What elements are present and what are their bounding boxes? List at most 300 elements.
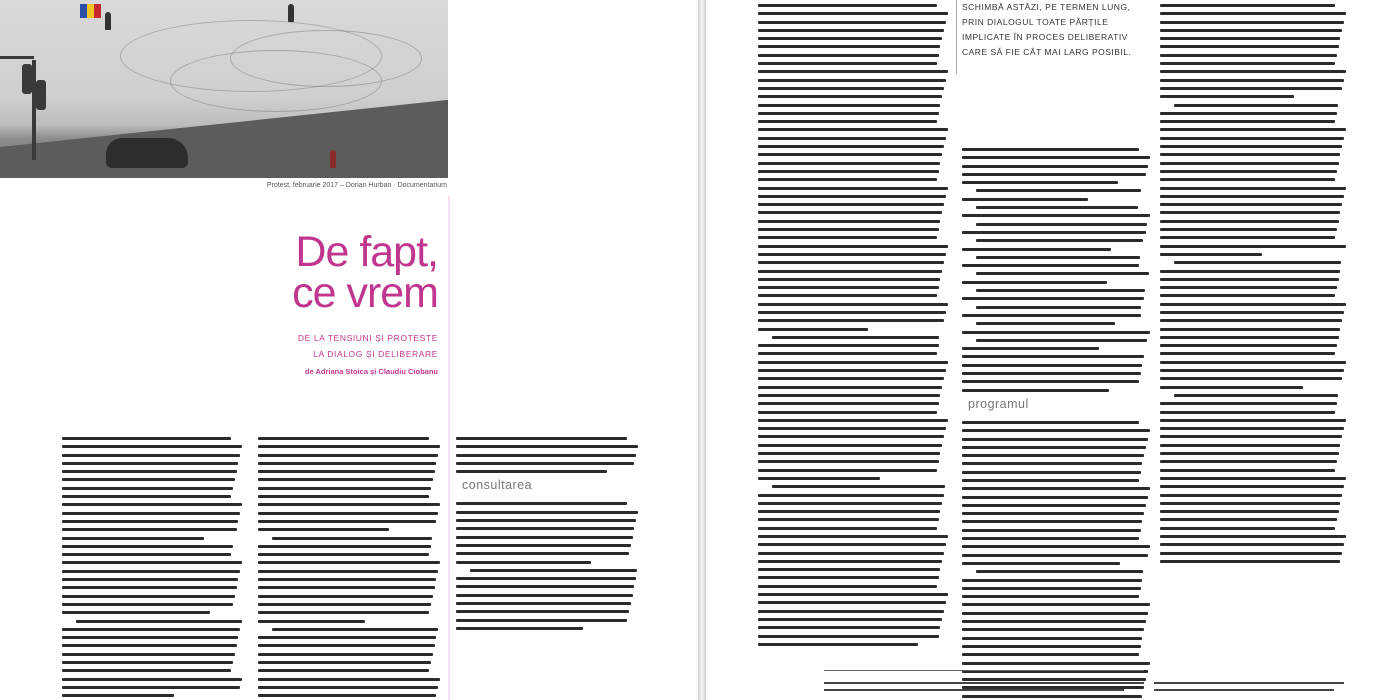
text-line (758, 444, 942, 447)
text-line (62, 669, 231, 672)
article-photo (0, 0, 448, 178)
text-line (62, 553, 231, 556)
text-line (962, 364, 1142, 367)
photo-caption: Protest, februarie 2017 – Dorian Hurban · Documentarium (266, 182, 447, 189)
text-line (758, 120, 937, 123)
text-line (758, 452, 940, 455)
text-line (258, 437, 429, 440)
text-line (758, 4, 937, 7)
text-line (758, 402, 939, 405)
text-column (1160, 4, 1346, 568)
text-line (1160, 477, 1346, 480)
text-line (258, 669, 429, 672)
text-line (1160, 228, 1337, 231)
text-line (258, 470, 435, 473)
section-heading: programul (968, 396, 1029, 411)
text-line (1160, 510, 1339, 513)
text-line (758, 377, 944, 380)
footnote-text (1154, 682, 1344, 684)
text-line (456, 445, 638, 448)
text-line (758, 361, 948, 364)
subtitle-line: DE LA TENSIUNI ȘI PROTESTE (297, 333, 438, 343)
text-line (976, 272, 1149, 275)
text-line (758, 518, 939, 521)
text-line (962, 181, 1118, 184)
text-line (758, 195, 946, 198)
text-line (456, 511, 638, 514)
text-line (456, 519, 636, 522)
text-line (258, 454, 438, 457)
text-line (1160, 294, 1335, 297)
text-line (962, 662, 1150, 665)
text-line (1160, 12, 1346, 15)
text-line (456, 454, 636, 457)
text-line (1160, 70, 1346, 73)
text-line (62, 561, 242, 564)
person (330, 150, 336, 168)
text-line (962, 173, 1146, 176)
right-page (706, 0, 1400, 700)
text-line (962, 529, 1141, 532)
article-subtitle (298, 330, 438, 362)
text-line (1160, 178, 1335, 181)
text-line (62, 503, 242, 506)
text-line (258, 503, 440, 506)
footnote-text (824, 689, 1124, 691)
text-line (456, 610, 629, 613)
text-line (758, 369, 946, 372)
text-line (62, 570, 240, 573)
text-line (62, 653, 235, 656)
text-line (758, 261, 944, 264)
text-line (758, 228, 939, 231)
text-line (1160, 187, 1346, 190)
text-line (1160, 21, 1344, 24)
text-line (1160, 435, 1342, 438)
text-line (962, 281, 1107, 284)
text-line (962, 389, 1109, 392)
text-line (976, 206, 1138, 209)
text-line (1160, 402, 1337, 405)
text-line (758, 286, 939, 289)
person (105, 12, 111, 30)
text-line (1160, 485, 1344, 488)
text-line (1160, 211, 1340, 214)
text-line (1160, 45, 1339, 48)
text-line (962, 678, 1146, 681)
text-line (1160, 419, 1346, 422)
text-line (62, 678, 242, 681)
text-line (1160, 469, 1335, 472)
text-line (1160, 62, 1335, 65)
text-line (258, 611, 429, 614)
text-line (456, 544, 631, 547)
text-line (258, 586, 435, 589)
text-line (962, 297, 1144, 300)
text-line (1160, 444, 1340, 447)
text-line (758, 643, 918, 646)
left-page (0, 0, 698, 700)
text-line (62, 512, 240, 515)
quote-rule (956, 0, 957, 74)
text-line (976, 322, 1115, 325)
text-line (258, 512, 438, 515)
text-line (758, 62, 937, 65)
text-line (962, 429, 1150, 432)
text-column (258, 437, 440, 700)
text-line (976, 306, 1141, 309)
text-line (258, 578, 436, 581)
text-line (962, 595, 1139, 598)
text-line (1160, 128, 1346, 131)
text-line (456, 502, 627, 505)
text-line (758, 568, 940, 571)
text-line (758, 427, 946, 430)
text-line (456, 437, 627, 440)
text-line (758, 560, 942, 563)
text-line (1160, 386, 1303, 389)
text-line (456, 594, 633, 597)
text-line (962, 587, 1141, 590)
text-line (258, 620, 365, 623)
text-line (62, 437, 231, 440)
text-line (772, 485, 945, 488)
text-line (456, 561, 591, 564)
text-line (758, 460, 939, 463)
text-line (258, 653, 433, 656)
traffic-light-pole (32, 60, 36, 160)
text-line (962, 537, 1139, 540)
text-line (758, 137, 946, 140)
text-line (962, 496, 1148, 499)
text-line (1160, 552, 1342, 555)
text-line (1160, 369, 1344, 372)
text-line (62, 586, 237, 589)
text-line (976, 239, 1143, 242)
text-line (1160, 220, 1339, 223)
text-line (758, 95, 942, 98)
person (288, 4, 294, 22)
text-line (962, 438, 1148, 441)
text-line (1160, 361, 1346, 364)
text-line (258, 636, 436, 639)
romanian-flag-icon (80, 4, 102, 18)
text-line (758, 104, 940, 107)
text-line (258, 528, 389, 531)
text-line (456, 627, 583, 630)
text-line (758, 294, 937, 297)
text-line (1174, 261, 1341, 264)
text-line (1160, 4, 1335, 7)
text-line (758, 435, 944, 438)
article-title (292, 228, 438, 317)
text-line (962, 520, 1142, 523)
text-line (758, 253, 946, 256)
section-heading: consultarea (462, 478, 533, 493)
text-line (1174, 104, 1338, 107)
text-line (962, 479, 1139, 482)
text-line (62, 603, 233, 606)
accent-rule (448, 196, 450, 700)
text-line (1160, 535, 1346, 538)
text-line (758, 70, 948, 73)
text-line (758, 411, 937, 414)
text-line (1160, 518, 1337, 521)
text-line (456, 602, 631, 605)
text-line (962, 231, 1146, 234)
text-line (62, 520, 238, 523)
text-line (258, 545, 431, 548)
text-line (962, 347, 1099, 350)
text-line (456, 585, 634, 588)
text-line (62, 478, 235, 481)
text-line (456, 619, 627, 622)
text-line (1160, 560, 1340, 563)
text-line (258, 603, 431, 606)
text-line (1160, 303, 1346, 306)
traffic-light (22, 64, 32, 94)
text-line (758, 585, 937, 588)
text-line (758, 21, 946, 24)
text-line (962, 380, 1139, 383)
text-line (758, 153, 942, 156)
text-line (758, 178, 937, 181)
traffic-light (36, 80, 46, 110)
text-line (758, 270, 942, 273)
traffic-light-arm (0, 56, 34, 59)
text-line (758, 635, 939, 638)
text-line (258, 570, 438, 573)
text-line (962, 612, 1148, 615)
text-line (758, 278, 940, 281)
text-line (758, 45, 940, 48)
text-line (758, 128, 948, 131)
text-line (258, 561, 440, 564)
text-column (758, 4, 948, 651)
text-line (962, 562, 1120, 565)
text-line (962, 264, 1139, 267)
text-line (758, 610, 944, 613)
text-line (758, 535, 948, 538)
text-line (758, 419, 948, 422)
byline: de Adriana Stoica și Claudiu Ciobanu (304, 367, 438, 376)
text-line (470, 569, 637, 572)
text-line (1160, 153, 1340, 156)
text-line (962, 504, 1146, 507)
text-line (962, 446, 1146, 449)
text-line (962, 248, 1111, 251)
text-line (456, 470, 607, 473)
text-line (62, 537, 204, 540)
text-line (758, 187, 948, 190)
text-line (758, 245, 948, 248)
text-line (758, 328, 868, 331)
text-line (1160, 427, 1344, 430)
text-line (1160, 344, 1337, 347)
text-line (1160, 37, 1340, 40)
text-line (62, 545, 233, 548)
text-line (456, 552, 629, 555)
text-column (62, 437, 242, 700)
text-line (962, 314, 1141, 317)
text-line (758, 626, 940, 629)
text-line (962, 487, 1150, 490)
text-line (62, 528, 237, 531)
text-line (258, 445, 440, 448)
text-line (976, 339, 1147, 342)
text-line (1160, 137, 1344, 140)
text-line (1160, 319, 1342, 322)
text-line (62, 462, 238, 465)
text-line (62, 628, 240, 631)
text-line (758, 220, 940, 223)
text-line (76, 620, 242, 623)
text-line (976, 189, 1141, 192)
text-line (962, 579, 1142, 582)
footnote-text (1154, 689, 1334, 691)
text-line (456, 577, 636, 580)
text-line (962, 372, 1141, 375)
text-line (962, 545, 1150, 548)
text-line (976, 256, 1140, 259)
text-line (758, 352, 937, 355)
text-line (758, 394, 940, 397)
text-line (62, 445, 242, 448)
text-line (258, 694, 436, 697)
text-line (758, 54, 939, 57)
text-line (62, 595, 235, 598)
text-line (1160, 452, 1339, 455)
text-line (258, 478, 433, 481)
text-line (976, 570, 1143, 573)
text-line (758, 162, 940, 165)
text-line (758, 601, 946, 604)
text-line (1160, 286, 1337, 289)
text-line (758, 477, 880, 480)
text-line (62, 578, 238, 581)
text-line (258, 495, 429, 498)
text-line (1160, 170, 1337, 173)
text-line (758, 236, 937, 239)
text-line (962, 603, 1150, 606)
text-line (456, 462, 634, 465)
footnote-text (824, 682, 1144, 684)
text-line (1160, 328, 1340, 331)
text-line (1160, 145, 1342, 148)
text-line (758, 79, 946, 82)
text-line (456, 527, 634, 530)
text-column (456, 437, 638, 635)
text-line (758, 12, 948, 15)
text-line (758, 311, 946, 314)
text-line (1160, 162, 1339, 165)
text-line (1160, 270, 1340, 273)
text-line (1160, 502, 1340, 505)
text-line (1160, 377, 1342, 380)
text-line (758, 543, 946, 546)
text-line (962, 214, 1150, 217)
text-line (1160, 236, 1335, 239)
text-line (962, 695, 1142, 698)
text-line (962, 198, 1088, 201)
text-line (1160, 203, 1342, 206)
text-line (62, 470, 237, 473)
text-line (62, 694, 174, 697)
text-line (258, 686, 438, 689)
text-line (758, 386, 942, 389)
text-line (758, 145, 944, 148)
text-line (758, 303, 948, 306)
text-line (962, 653, 1139, 656)
text-line (62, 661, 233, 664)
text-line (758, 87, 944, 90)
snow-track (230, 30, 422, 87)
text-line (62, 454, 240, 457)
text-line (1160, 195, 1344, 198)
car (106, 138, 188, 168)
subtitle-line: LA DIALOG ȘI DELIBERARE (313, 349, 438, 359)
text-line (758, 494, 944, 497)
text-line (758, 510, 940, 513)
text-line (962, 554, 1148, 557)
text-line (1160, 411, 1335, 414)
text-line (962, 471, 1141, 474)
text-line (758, 502, 942, 505)
text-line (258, 520, 436, 523)
text-line (758, 469, 937, 472)
text-line (962, 148, 1139, 151)
text-line (258, 678, 440, 681)
text-line (962, 331, 1150, 334)
text-line (962, 462, 1142, 465)
text-line (1160, 543, 1344, 546)
text-line (62, 636, 238, 639)
text-line (1160, 95, 1294, 98)
text-line (962, 156, 1150, 159)
text-column (962, 148, 1150, 700)
text-line (758, 319, 944, 322)
text-line (1160, 336, 1339, 339)
text-line (758, 593, 948, 596)
text-line (258, 595, 433, 598)
text-line (962, 165, 1148, 168)
text-line (1160, 29, 1342, 32)
text-line (258, 661, 431, 664)
text-line (772, 336, 939, 339)
text-line (62, 644, 237, 647)
text-line (976, 289, 1145, 292)
text-line (758, 211, 942, 214)
text-line (62, 487, 233, 490)
text-line (758, 170, 939, 173)
pull-quote: SCHIMBĂ ASTĂZI, PE TERMEN LUNG, PRIN DIALOGUL TOATE PĂRȚILE IMPLICATE ÎN PROCES DELIBERATIV CARE SĂ FIE CÂT MAI LARG POSIBIL. (962, 2, 1132, 57)
text-line (962, 512, 1144, 515)
text-line (258, 553, 429, 556)
text-line (258, 487, 431, 490)
text-line (456, 536, 633, 539)
text-line (758, 576, 939, 579)
text-line (1160, 245, 1346, 248)
text-line (1160, 54, 1337, 57)
text-line (758, 203, 944, 206)
text-line (962, 637, 1142, 640)
text-line (962, 454, 1144, 457)
text-line (1174, 394, 1338, 397)
title-line: De fapt, (295, 228, 438, 276)
text-line (758, 618, 942, 621)
text-line (758, 344, 939, 347)
text-line (1160, 79, 1344, 82)
